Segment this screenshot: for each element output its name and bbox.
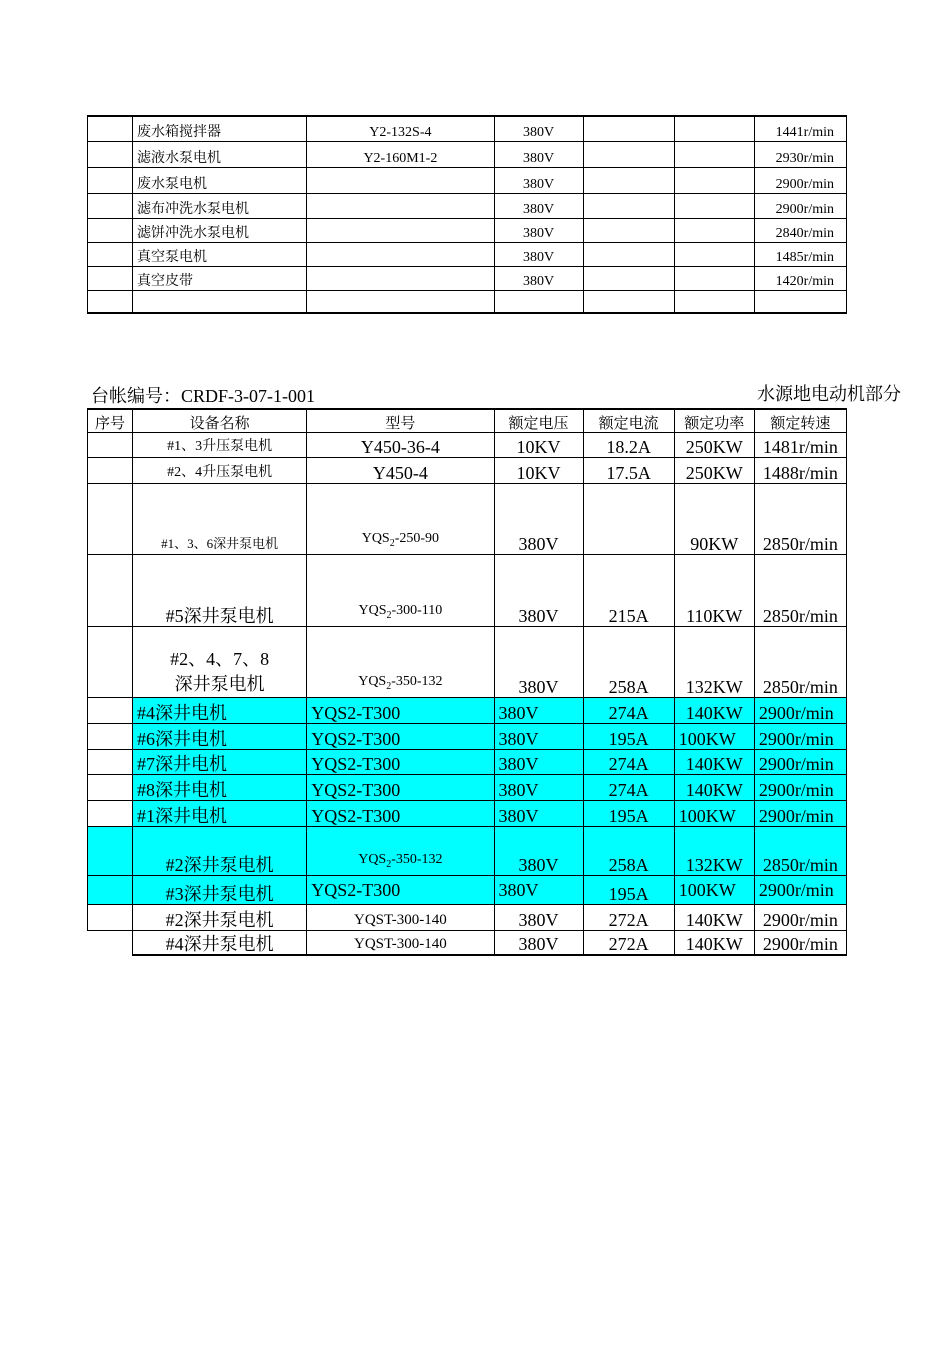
table-row (88, 930, 847, 955)
header-speed: 额定转速 (754, 409, 846, 432)
index-cell (88, 723, 133, 749)
power-cell: 100KW (674, 723, 754, 749)
current-cell (583, 290, 674, 313)
table-row (88, 266, 847, 290)
table-row (88, 749, 847, 774)
power-cell: 140KW (674, 774, 754, 800)
model-cell (307, 290, 494, 313)
name-cell: 滤饼冲洗水泵电机 (133, 218, 307, 242)
speed-cell: 2850r/min (754, 826, 846, 875)
voltage-cell: 10KV (494, 432, 583, 457)
table-row (88, 457, 847, 483)
index-cell (88, 116, 133, 141)
header-current: 额定电流 (583, 409, 674, 432)
index-cell (88, 290, 133, 313)
model-subscript: 2 (386, 609, 392, 621)
ledger-value: CRDF-3-07-1-001 (181, 386, 315, 406)
current-cell (583, 483, 674, 554)
power-cell: 140KW (674, 930, 754, 955)
index-cell (88, 242, 133, 266)
voltage-cell: 380V (494, 826, 583, 875)
power-cell: 250KW (674, 457, 754, 483)
power-cell (674, 193, 754, 218)
current-cell: 18.2A (583, 432, 674, 457)
model-subscript: 2 (386, 680, 392, 692)
power-cell (674, 116, 754, 141)
speed-cell: 2900r/min (754, 193, 846, 218)
power-cell: 250KW (674, 432, 754, 457)
speed-cell: 1488r/min (754, 457, 846, 483)
speed-cell: 1481r/min (754, 432, 846, 457)
index-cell (88, 826, 133, 875)
model-tail: -250-90 (394, 530, 440, 546)
power-cell: 90KW (674, 483, 754, 554)
table-row (88, 218, 847, 242)
current-cell: 274A (583, 749, 674, 774)
table-row (88, 774, 847, 800)
index-cell (88, 774, 133, 800)
ledger-number (91, 382, 315, 408)
table-row (88, 826, 847, 875)
voltage-cell: 380V (494, 800, 583, 826)
speed-cell: 2850r/min (754, 626, 846, 697)
index-cell (88, 875, 133, 904)
power-cell (674, 290, 754, 313)
table-row (88, 875, 847, 904)
header-index: 序号 (88, 409, 133, 432)
current-cell: 215A (583, 554, 674, 626)
model-cell: Y450-36-4 (307, 432, 494, 457)
voltage-cell: 380V (494, 875, 583, 904)
model-cell: YQS2-T300 (307, 774, 494, 800)
model-cell: Y450-4 (307, 457, 494, 483)
voltage-cell (494, 290, 583, 313)
speed-cell: 2900r/min (754, 749, 846, 774)
current-cell: 195A (583, 875, 674, 904)
speed-cell: 2900r/min (754, 875, 846, 904)
current-cell: 17.5A (583, 457, 674, 483)
power-cell (674, 266, 754, 290)
model-tail: -350-132 (391, 673, 443, 689)
speed-cell: 2900r/min (754, 904, 846, 930)
model-cell (307, 218, 494, 242)
voltage-cell: 380V (494, 266, 583, 290)
voltage-cell: 380V (494, 930, 583, 955)
current-cell: 258A (583, 626, 674, 697)
name-line-1: #2、4、7、8 (170, 648, 270, 669)
name-cell: #2、4升压泵电机 (133, 457, 307, 483)
name-cell: #5深井泵电机 (133, 554, 307, 626)
speed-cell: 2900r/min (754, 774, 846, 800)
model-main: YQS (358, 602, 387, 618)
name-cell: 滤布冲洗水泵电机 (133, 193, 307, 218)
voltage-cell: 380V (494, 723, 583, 749)
speed-cell: 2900r/min (754, 800, 846, 826)
header-voltage: 额定电压 (494, 409, 583, 432)
index-cell (88, 483, 133, 554)
model-cell: YQS2-T300 (307, 800, 494, 826)
voltage-cell: 380V (494, 554, 583, 626)
voltage-cell: 380V (494, 141, 583, 167)
speed-cell: 1441r/min (754, 116, 846, 141)
model-cell (307, 626, 494, 697)
name-cell: #3深井泵电机 (133, 875, 307, 904)
index-cell (88, 167, 133, 193)
section-title: 水源地电动机部分 (757, 384, 901, 404)
name-cell: 真空泵电机 (133, 242, 307, 266)
speed-cell (754, 290, 846, 313)
speed-cell: 2900r/min (754, 930, 846, 955)
table-row (88, 141, 847, 167)
name-cell (133, 290, 307, 313)
speed-cell: 2900r/min (754, 723, 846, 749)
voltage-cell: 380V (494, 218, 583, 242)
voltage-cell: 380V (494, 116, 583, 141)
speed-cell: 2850r/min (754, 554, 846, 626)
model-tail: -350-132 (391, 851, 443, 867)
power-cell: 100KW (674, 800, 754, 826)
voltage-cell: 10KV (494, 457, 583, 483)
header-power: 额定功率 (674, 409, 754, 432)
model-cell: YQST-300-140 (307, 904, 494, 930)
model-cell (307, 167, 494, 193)
speed-cell: 1485r/min (754, 242, 846, 266)
current-cell (583, 167, 674, 193)
model-cell: Y2-132S-4 (307, 116, 494, 141)
model-cell (307, 554, 494, 626)
model-main: YQS (358, 673, 387, 689)
name-cell: 废水箱搅拌器 (133, 116, 307, 141)
voltage-cell: 380V (494, 167, 583, 193)
model-cell (307, 826, 494, 875)
power-cell: 100KW (674, 875, 754, 904)
name-cell: #6深井电机 (133, 723, 307, 749)
speed-cell: 2900r/min (754, 697, 846, 723)
speed-cell: 2930r/min (754, 141, 846, 167)
speed-cell: 1420r/min (754, 266, 846, 290)
model-main: YQS (361, 530, 390, 546)
speed-cell: 2850r/min (754, 483, 846, 554)
current-cell (583, 141, 674, 167)
voltage-cell: 380V (494, 483, 583, 554)
index-cell (88, 432, 133, 457)
table-row (88, 697, 847, 723)
table-row (88, 116, 847, 141)
table-row (88, 800, 847, 826)
name-cell: #2深井泵电机 (133, 904, 307, 930)
name-cell: #8深井电机 (133, 774, 307, 800)
model-cell: YQS2-T300 (307, 723, 494, 749)
index-cell (88, 930, 133, 955)
voltage-cell: 380V (494, 774, 583, 800)
power-cell: 140KW (674, 749, 754, 774)
name-cell: #4深井电机 (133, 697, 307, 723)
index-cell (88, 141, 133, 167)
table-row (88, 290, 847, 313)
index-cell (88, 218, 133, 242)
model-main: YQS (358, 851, 387, 867)
model-cell (307, 193, 494, 218)
voltage-cell: 380V (494, 749, 583, 774)
name-cell: 滤液水泵电机 (133, 141, 307, 167)
table-header-row (88, 409, 847, 432)
model-subscript: 2 (389, 537, 395, 549)
name-cell: #1、3、6深井泵电机 (133, 483, 307, 554)
table-row (88, 167, 847, 193)
model-cell (307, 483, 494, 554)
current-cell: 258A (583, 826, 674, 875)
voltage-cell: 380V (494, 193, 583, 218)
index-cell (88, 697, 133, 723)
current-cell: 274A (583, 697, 674, 723)
index-cell (88, 800, 133, 826)
index-cell (88, 554, 133, 626)
name-cell: #2深井泵电机 (133, 826, 307, 875)
table-row (88, 723, 847, 749)
model-tail: -300-110 (391, 602, 443, 618)
name-cell: 真空皮带 (133, 266, 307, 290)
motor-table-water-source (87, 408, 847, 956)
current-cell: 195A (583, 800, 674, 826)
current-cell (583, 116, 674, 141)
model-subscript: 2 (386, 858, 392, 870)
current-cell: 274A (583, 774, 674, 800)
name-cell: #1、3升压泵电机 (133, 432, 307, 457)
power-cell: 140KW (674, 697, 754, 723)
current-cell: 195A (583, 723, 674, 749)
current-cell: 272A (583, 930, 674, 955)
index-cell (88, 266, 133, 290)
table-row (88, 432, 847, 457)
current-cell (583, 266, 674, 290)
table-row (88, 626, 847, 697)
model-cell: YQS2-T300 (307, 749, 494, 774)
model-cell (307, 242, 494, 266)
table-row (88, 483, 847, 554)
model-cell: YQS2-T300 (307, 697, 494, 723)
name-cell: #4深井泵电机 (133, 930, 307, 955)
index-cell (88, 193, 133, 218)
voltage-cell: 380V (494, 697, 583, 723)
index-cell (88, 457, 133, 483)
model-cell (307, 266, 494, 290)
speed-cell: 2900r/min (754, 167, 846, 193)
power-cell: 110KW (674, 554, 754, 626)
model-cell: YQS2-T300 (307, 875, 494, 904)
power-cell: 132KW (674, 626, 754, 697)
motor-table-top (87, 115, 847, 314)
table-row (88, 193, 847, 218)
header-name: 设备名称 (133, 409, 307, 432)
model-cell: YQST-300-140 (307, 930, 494, 955)
voltage-cell: 380V (494, 626, 583, 697)
name-cell: 废水泵电机 (133, 167, 307, 193)
ledger-label: 台帐编号： (91, 386, 181, 406)
current-cell (583, 218, 674, 242)
power-cell (674, 242, 754, 266)
table-row (88, 904, 847, 930)
name-cell: #1深井电机 (133, 800, 307, 826)
name-cell: #7深井电机 (133, 749, 307, 774)
power-cell: 132KW (674, 826, 754, 875)
name-line-2: 深井泵电机 (174, 673, 265, 694)
model-cell: Y2-160M1-2 (307, 141, 494, 167)
speed-cell: 2840r/min (754, 218, 846, 242)
voltage-cell: 380V (494, 904, 583, 930)
power-cell (674, 218, 754, 242)
name-cell (133, 626, 307, 697)
current-cell (583, 193, 674, 218)
index-cell (88, 749, 133, 774)
index-cell (88, 626, 133, 697)
power-cell (674, 141, 754, 167)
header-model: 型号 (307, 409, 494, 432)
power-cell (674, 167, 754, 193)
voltage-cell: 380V (494, 242, 583, 266)
current-cell: 272A (583, 904, 674, 930)
index-cell (88, 904, 133, 930)
table-row (88, 242, 847, 266)
table-row (88, 554, 847, 626)
power-cell: 140KW (674, 904, 754, 930)
current-cell (583, 242, 674, 266)
